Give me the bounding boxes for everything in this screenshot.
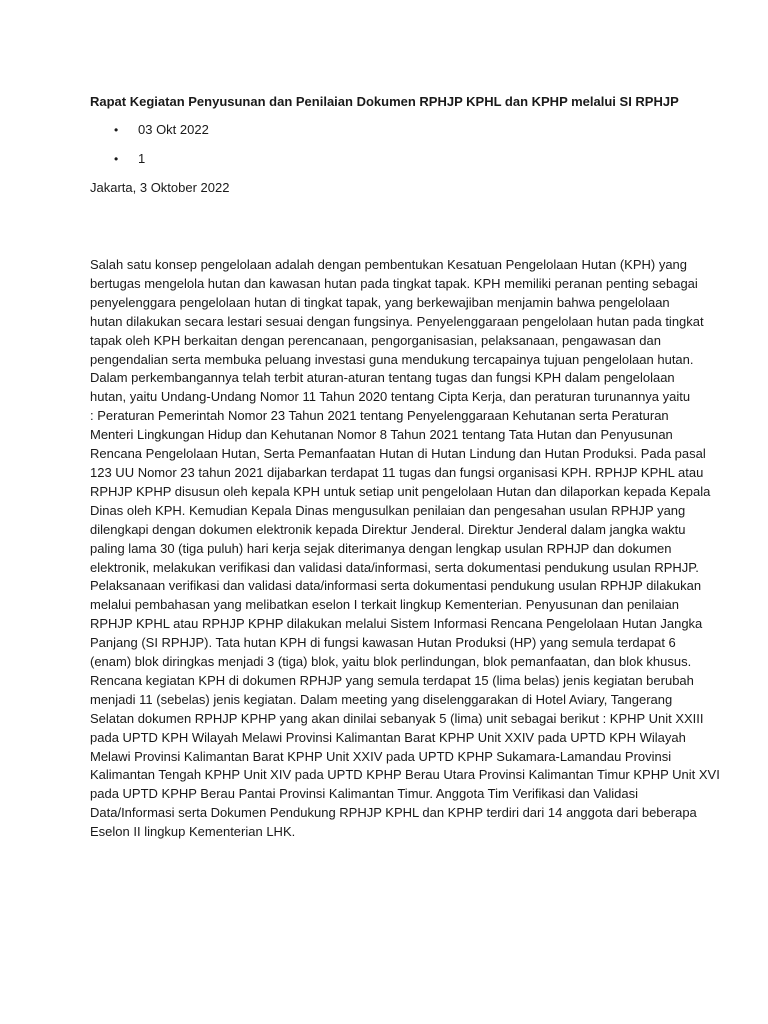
body-line: (enam) blok diringkas menjadi 3 (tiga) blok, yaitu blok perlindungan, blok pemanfaatan, dan blok khusus. <box>90 654 692 670</box>
body-line: pada UPTD KPH Wilayah Melawi Provinsi Kalimantan Barat KPHP Unit XXIV pada UPTD KPH Wilayah <box>90 729 686 745</box>
body-line: melalui pembahasan yang melibatkan eselon I terkait lingkup Kementerian. Penyusunan dan penilaian <box>90 597 679 613</box>
body-line: hutan dilakukan secara lestari sesuai dengan fungsinya. Penyelenggaraan pengelolaan hutan pada tingkat <box>90 313 704 329</box>
meta-count: 1 <box>138 150 146 166</box>
body-line: : Peraturan Pemerintah Nomor 23 Tahun 2021 tentang Penyelenggaraan Kehutanan serta Peraturan <box>90 408 669 424</box>
body-line: Pelaksanaan verifikasi dan validasi data/informasi serta dokumentasi pendukung usulan RPHJP dilakukan <box>90 578 702 594</box>
body-line: Selatan dokumen RPHJP KPHP yang akan dinilai sebanyak 5 (lima) unit sebagai berikut : KPHP Unit XXIII <box>90 710 704 726</box>
body-line: bertugas mengelola hutan dan kawasan hutan pada tingkat tapak. KPH memiliki peranan penting sebagai <box>90 275 698 291</box>
meta-date: 03 Okt 2022 <box>138 122 209 137</box>
bullet-icon: • <box>114 151 119 166</box>
body-line: dilengkapi dengan dokumen elektronik kepada Direktur Jenderal. Direktur Jenderal dalam jangka waktu <box>90 521 686 537</box>
body-line: RPHJP KPHP disusun oleh kepala KPH untuk setiap unit pengelolaan Hutan dan dilaporkan kepada Kepala <box>90 483 711 499</box>
body-line: pada UPTD KPHP Berau Pantai Provinsi Kalimantan Timur. Anggota Tim Verifikasi dan Validasi <box>90 786 638 802</box>
body-line: menjadi 11 (sebelas) jenis kegiatan. Dalam meeting yang diselenggarakan di Hotel Aviary, Tangerang <box>90 691 673 707</box>
body-line: Panjang (SI RPHJP). Tata hutan KPH di fungsi kawasan Hutan Produksi (HP) yang semula terdapat 6 <box>90 635 676 651</box>
body-line: Kalimantan Tengah KPHP Unit XIV pada UPTD KPHP Berau Utara Provinsi Kalimantan Timur KPHP Unit XVI <box>90 767 720 783</box>
body-line: hutan, yaitu Undang-Undang Nomor 11 Tahun 2020 tentang Cipta Kerja, dan peraturan turunannya yaitu <box>90 389 691 405</box>
body-line: paling lama 30 (tiga puluh) hari kerja sejak diterimanya dengan lengkap usulan RPHJP dan dokumen <box>90 540 672 556</box>
body-paragraph <box>90 256 720 842</box>
document-title: Rapat Kegiatan Penyusunan dan Penilaian Dokumen RPHJP KPHL dan KPHP melalui SI RPHJP <box>90 94 679 109</box>
dateline: Jakarta, 3 Oktober 2022 <box>90 180 230 195</box>
body-line: Dinas oleh KPH. Kemudian Kepala Dinas mengusulkan penilaian dan pengesahan usulan RPHJP yang <box>90 502 686 518</box>
body-line: Eselon II lingkup Kementerian LHK. <box>90 824 296 840</box>
body-line: pengendalian serta membuka peluang investasi guna mendukung tercapainya tujuan pengelolaan hutan. <box>90 351 694 367</box>
body-line: Menteri Lingkungan Hidup dan Kehutanan Nomor 8 Tahun 2021 tentang Tata Hutan dan Penyusunan <box>90 427 673 443</box>
bullet-icon: • <box>114 123 119 137</box>
body-line: elektronik, melakukan verifikasi dan validasi data/informasi, serta dokumentasi pendukung usulan RPHJP. <box>90 559 699 575</box>
body-line: Data/Informasi serta Dokumen Pendukung RPHJP KPHL dan KPHP terdiri dari 14 anggota dari beberapa <box>90 805 697 821</box>
body-line: RPHJP KPHL atau RPHJP KPHP dilakukan melalui Sistem Informasi Rencana Pengelolaan Hutan Jangka <box>90 616 703 632</box>
body-line: Dalam perkembangannya telah terbit aturan-aturan tentang tugas dan fungsi KPH dalam pengelolaan <box>90 370 675 386</box>
body-line: Rencana Pengelolaan Hutan, Serta Pemanfaatan Hutan di Hutan Lindung dan Hutan Produksi. Pada pasal <box>90 446 706 462</box>
body-line: Rencana kegiatan KPH di dokumen RPHJP yang semula terdapat 15 (lima belas) jenis kegiatan berubah <box>90 672 694 688</box>
body-line: penyelenggara pengelolaan hutan di tingkat tapak, yang berkewajiban menjamin bahwa pengelolaan <box>90 294 670 310</box>
body-line: 123 UU Nomor 23 tahun 2021 dijabarkan terdapat 11 tugas dan fungsi organisasi KPH. RPHJP KPHL atau <box>90 464 704 480</box>
body-line: Salah satu konsep pengelolaan adalah dengan pembentukan Kesatuan Pengelolaan Hutan (KPH) yang <box>90 257 688 272</box>
body-line: tapak oleh KPH berkaitan dengan perencanaan, pengorganisasian, pelaksanaan, pengawasan dan <box>90 332 661 348</box>
body-line: Melawi Provinsi Kalimantan Barat KPHP Unit XXIV pada UPTD KPHP Sukamara-Lamandau Provinsi <box>90 748 672 764</box>
